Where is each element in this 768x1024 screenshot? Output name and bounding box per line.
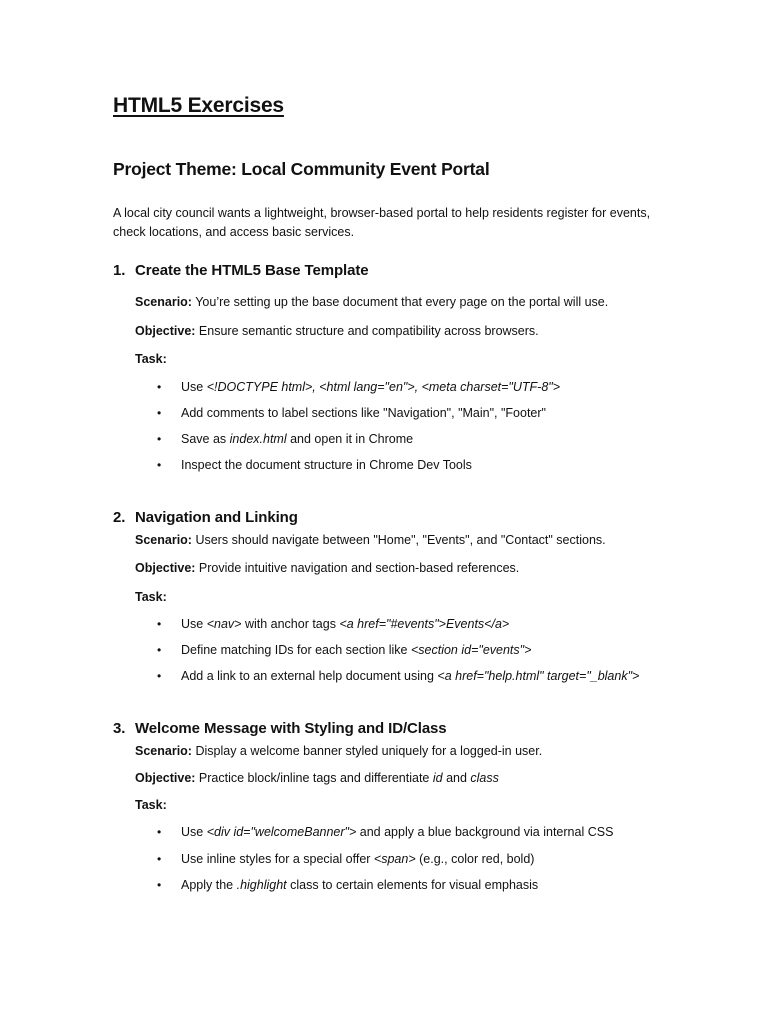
section-1-scenario [135,295,608,309]
list-item: • Apply the .highlight class to certain elements for visual emphasis [157,878,539,892]
section-2-scenario [135,533,606,547]
list-item: • Use inline styles for a special offer <span> (e.g., color red, bold) [157,852,535,866]
list-item: • Define matching IDs for each section like <section id="events"> [157,643,532,657]
objective-text: Provide intuitive navigation and section-based references. [198,561,520,575]
section-1-task-label [135,352,167,366]
task-label: Task: [135,798,167,812]
bullet-icon: • [157,878,162,892]
section-3-task-label [135,798,167,812]
list-item: • Use <!DOCTYPE html>, <html lang="en">, <meta charset="UTF-8"> [157,380,561,394]
section-2-heading [113,509,298,526]
list-item: • Use <div id="welcomeBanner"> and apply a blue background via internal CSS [157,825,614,839]
section-1-title: Create the HTML5 Base Template [135,262,369,279]
scenario-label: Scenario: [135,533,192,547]
task-label: Task: [135,590,167,604]
scenario-text: You’re setting up the base document that every page on the portal will use. [195,295,609,309]
project-theme-heading: Project Theme: Local Community Event Portal [113,159,490,179]
bullet-icon: • [157,669,162,683]
objective-label: Objective: [135,771,196,785]
section-2-objective [135,561,519,575]
bullet-icon: • [157,617,162,631]
section-3-heading [113,720,447,737]
bullet-icon: • [157,406,162,420]
bullet-icon: • [157,643,162,657]
section-2-number: 2. [113,509,126,526]
scenario-text: Display a welcome banner styled uniquely for a logged-in user. [195,744,543,758]
section-1-heading [113,262,368,279]
list-item: • Add comments to label sections like "Navigation", "Main", "Footer" [157,406,546,420]
list-item: • Use <nav> with anchor tags <a href="#events">Events</a> [157,617,510,631]
document-title: HTML5 Exercises [113,94,284,117]
bullet-icon: • [157,432,162,446]
section-3-number: 3. [113,720,126,737]
objective-label: Objective: [135,324,196,338]
scenario-label: Scenario: [135,744,192,758]
bullet-icon: • [157,825,162,839]
objective-label: Objective: [135,561,196,575]
scenario-label: Scenario: [135,295,192,309]
bullet-icon: • [157,852,162,866]
bullet-icon: • [157,380,162,394]
section-1-number: 1. [113,262,126,279]
section-3-scenario [135,744,542,758]
list-item: • Save as index.html and open it in Chrome [157,432,414,446]
list-item: • Add a link to an external help document using <a href="help.html" target="_blank"> [157,669,640,683]
bullet-icon: • [157,458,162,472]
section-3-objective: Objective: Practice block/inline tags and differentiate id and class [135,771,499,785]
section-2-title: Navigation and Linking [135,509,298,526]
section-3-title: Welcome Message with Styling and ID/Class [135,720,447,737]
task-label: Task: [135,352,167,366]
section-1-objective [135,324,539,338]
intro-paragraph: A local city council wants a lightweight, browser-based portal to help residents register for events, check locations, and access basic services. [113,206,651,239]
scenario-text: Users should navigate between "Home", "Events", and "Contact" sections. [195,533,606,547]
list-item: • Inspect the document structure in Chrome Dev Tools [157,458,472,472]
objective-text: Ensure semantic structure and compatibility across browsers. [198,324,539,338]
section-2-task-label [135,590,167,604]
